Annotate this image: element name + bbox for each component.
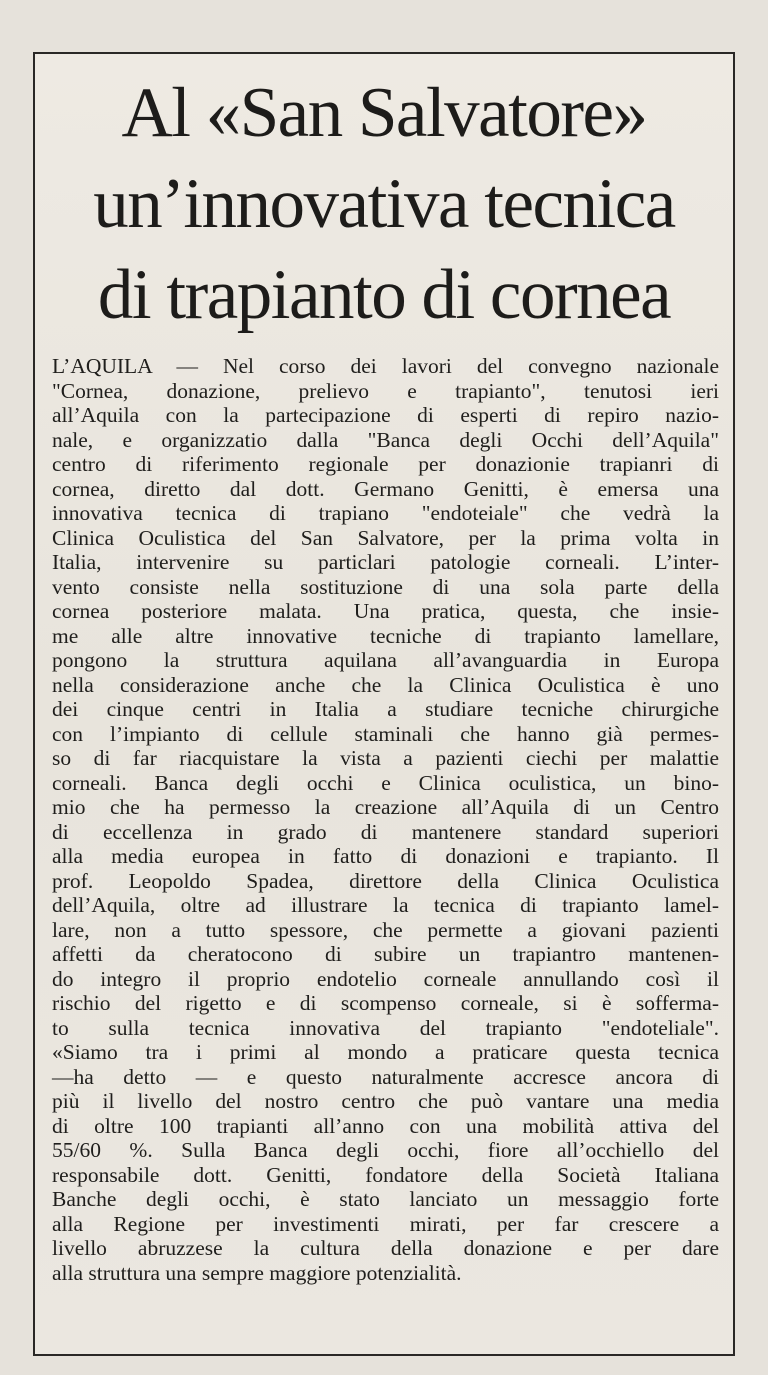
article-line: più il livello del nostro centro che può vantare una media [52, 1089, 719, 1113]
headline-line-2: un’innovativa tecnica [93, 165, 675, 243]
article-line: dell’Aquila, oltre ad illustrare la tecnica di trapianto lamel- [52, 893, 719, 917]
article-line: responsabile dott. Genitti, fondatore della Società Italiana [52, 1162, 719, 1187]
article-line: to sulla tecnica innovativa del trapianto "endoteliale". [52, 1015, 719, 1040]
article-line: livello abruzzese la cultura della donazione e per dare [52, 1236, 719, 1260]
article-line: nella considerazione anche che la Clinica Oculistica è uno [52, 672, 719, 697]
article-line: —ha detto — e questo naturalmente accresce ancora di [52, 1064, 719, 1089]
article-line: 55/60 %. Sulla Banca degli occhi, fiore all’occhiello del [52, 1138, 719, 1162]
newspaper-clipping [33, 52, 735, 1356]
article-line: di eccellenza in grado di mantenere standard superiori [52, 819, 719, 844]
headline [35, 68, 733, 341]
article-line: cornea posteriore malata. Una pratica, questa, che insie- [52, 599, 719, 623]
article-line: "Cornea, donazione, prelievo e trapianto", tenutosi ieri [52, 378, 719, 403]
article-line: cornea, diretto dal dott. Germano Genitti, è emersa una [52, 476, 719, 501]
article-line: nale, e organizzatio dalla "Banca degli Occhi dell’Aquila" [52, 427, 719, 452]
article-line: centro di riferimento regionale per donazionie trapianri di [52, 452, 719, 476]
article-line: Italia, intervenire su particlari patologie corneali. L’inter- [52, 550, 719, 574]
article-line: di oltre 100 trapianti all’anno con una mobilità attiva del [52, 1113, 719, 1138]
article-line: rischio del rigetto e di scompenso corneale, si è sofferma- [52, 991, 719, 1015]
article-line: so di far riacquistare la vista a pazienti ciechi per malattie [52, 746, 719, 770]
article-line: «Siamo tra i primi al mondo a praticare questa tecnica [52, 1040, 719, 1064]
article-line: L’AQUILA — Nel corso dei lavori del convegno nazionale [52, 354, 719, 378]
headline-line-3: di trapianto di cornea [97, 256, 671, 334]
article-line: alla Regione per investimenti mirati, per far crescere a [52, 1211, 719, 1236]
article-line: lare, non a tutto spessore, che permette a giovani pazienti [52, 917, 719, 942]
article-line: affetti da cheratocono di subire un trapiantro mantenen- [52, 942, 719, 966]
article-line: prof. Leopoldo Spadea, direttore della Clinica Oculistica [52, 868, 719, 893]
article-line: vento consiste nella sostituzione di una sola parte della [52, 574, 719, 599]
article-line: Banche degli occhi, è stato lanciato un messaggio forte [52, 1187, 719, 1211]
article-line: alla media europea in fatto di donazioni e trapianto. Il [52, 844, 719, 868]
article-line: me alle altre innovative tecniche di trapianto lamellare, [52, 623, 719, 648]
article-line: dei cinque centri in Italia a studiare tecniche chirurgiche [52, 697, 719, 721]
article-line: con l’impianto di cellule staminali che hanno già permes- [52, 721, 719, 746]
article-line: all’Aquila con la partecipazione di esperti di repiro nazio- [52, 403, 719, 427]
article-line: corneali. Banca degli occhi e Clinica oculistica, un bino- [52, 770, 719, 795]
article-line: pongono la struttura aquilana all’avanguardia in Europa [52, 648, 719, 672]
article-line: do integro il proprio endotelio corneale annullando così il [52, 966, 719, 991]
article-line: alla struttura una sempre maggiore potenzialità. [52, 1260, 462, 1285]
article-body [52, 354, 719, 1285]
headline-line-1: Al «San Salvatore» [121, 74, 647, 152]
article-line: innovativa tecnica di trapiano "endoteiale" che vedrà la [52, 501, 719, 525]
article-line: Clinica Oculistica del San Salvatore, per la prima volta in [52, 525, 719, 550]
article-line: mio che ha permesso la creazione all’Aquila di un Centro [52, 795, 719, 819]
